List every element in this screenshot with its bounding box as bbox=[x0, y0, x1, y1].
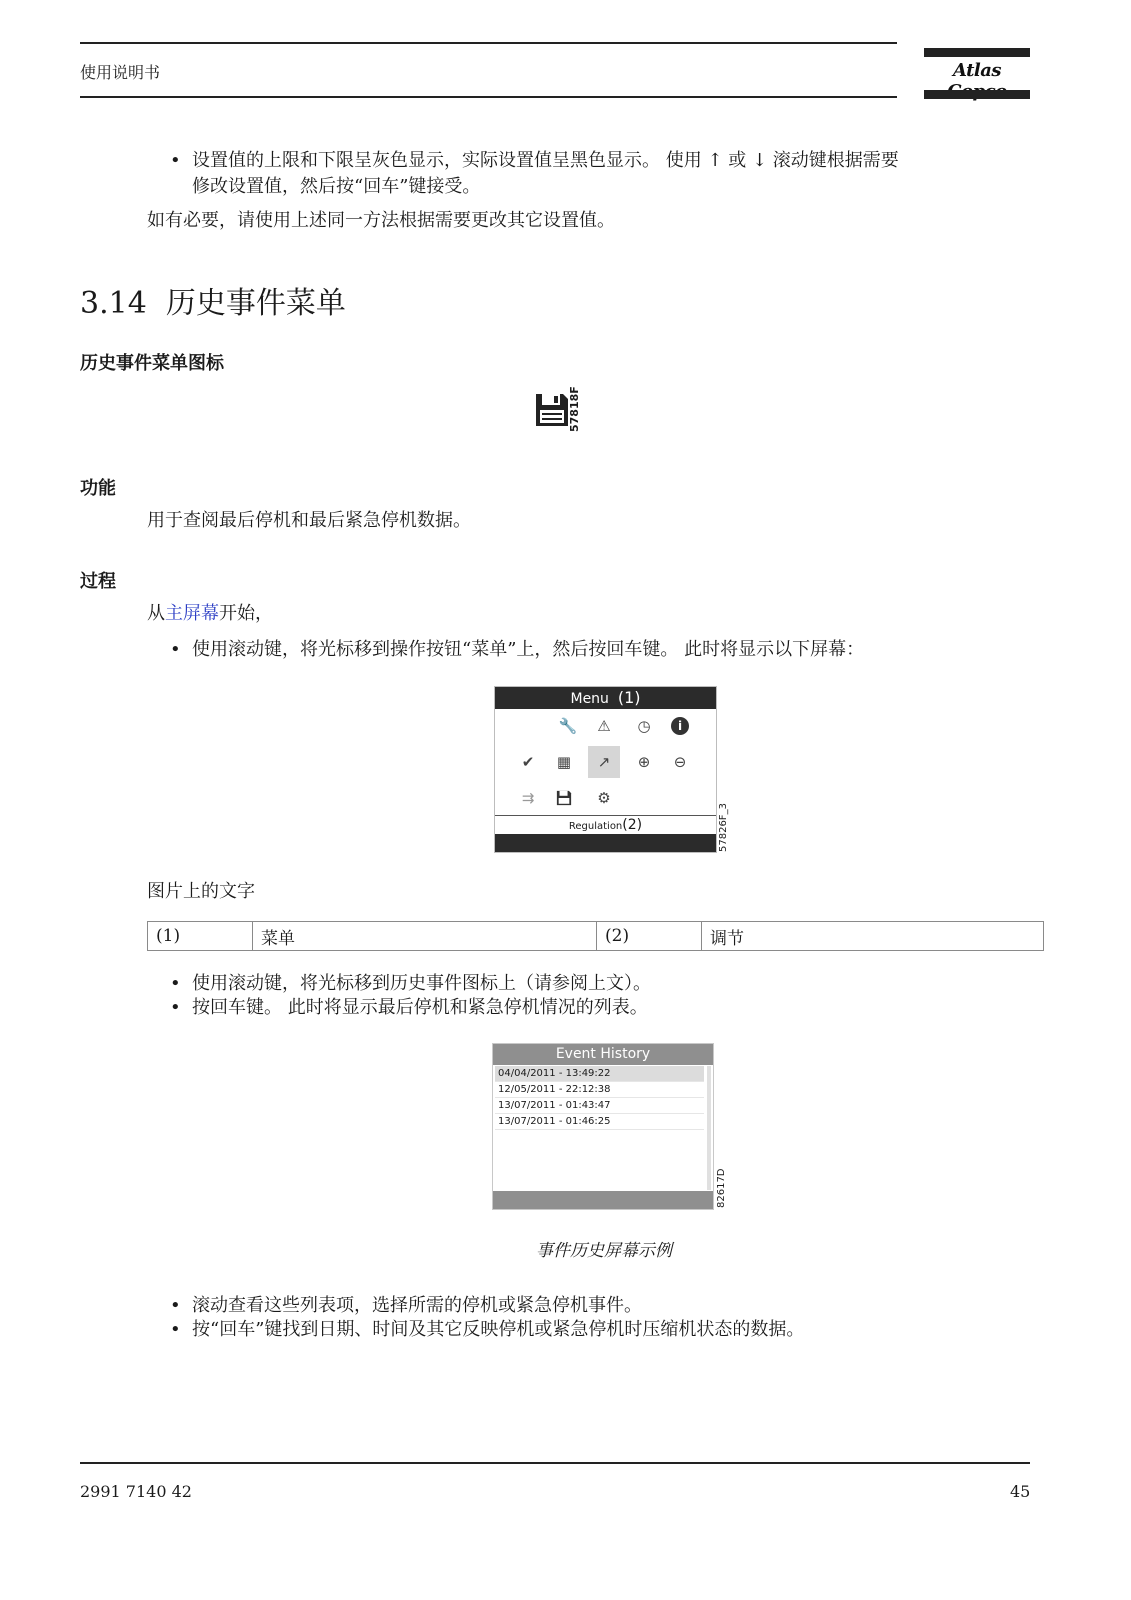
list-item: 04/04/2011 - 13:49:22 bbox=[495, 1066, 704, 1082]
home-screen-link[interactable]: 主屏幕 bbox=[165, 603, 219, 624]
caption-title: 图片上的文字 bbox=[147, 881, 255, 902]
table-row: (1) 菜单 (2) 调节 bbox=[148, 922, 1044, 951]
floppy-disk-icon bbox=[534, 392, 570, 428]
wrench-icon: 🔧 bbox=[558, 717, 578, 735]
floppy-disk-icon bbox=[553, 787, 575, 809]
service-icon: ⇉ bbox=[521, 789, 535, 807]
function-text: 用于查阅最后停机和最后紧急停机数据。 bbox=[147, 510, 471, 531]
step-1: • 使用滚动键，将光标移到历史事件图标上（请参阅上文）。 bbox=[170, 973, 651, 994]
header-top-rule bbox=[80, 42, 897, 44]
procedure-bullet: • 使用滚动键，将光标移到操作按钮“菜单”上，然后按回车键。 此时将显示以下屏幕： bbox=[170, 639, 865, 660]
procedure-heading: 过程 bbox=[80, 571, 116, 592]
intro-bullet: • 设置值的上限和下限呈灰色显示，实际设置值呈黑色显示。 使用 ↑ 或 ↓ 滚动键根据需要 修改设置值，然后按“回车”键接受。 bbox=[170, 150, 899, 197]
final-step-2: • 按“回车”键找到日期、时间及其它反映停机或紧急停机时压缩机状态的数据。 bbox=[170, 1319, 805, 1340]
regulation-label: Regulation(2) bbox=[568, 817, 643, 833]
menu-screen-image bbox=[494, 686, 717, 853]
event-image-code: 82617D bbox=[716, 1168, 727, 1208]
check-pen-icon: ✔ bbox=[521, 753, 535, 771]
clock-icon: ◷ bbox=[637, 717, 651, 735]
timer-icon: ▦ bbox=[556, 753, 572, 771]
input-icon: ⊕ bbox=[637, 753, 651, 771]
document-number: 2991 7140 42 bbox=[80, 1482, 192, 1501]
footer-rule bbox=[80, 1462, 1030, 1464]
document-title: 使用说明书 bbox=[80, 63, 161, 82]
procedure-start: 从主屏幕开始， bbox=[147, 603, 273, 624]
settings-icon: ⚙ bbox=[597, 789, 611, 807]
page-number: 45 bbox=[1010, 1482, 1031, 1501]
section-title: 3.14 历史事件菜单 bbox=[80, 286, 346, 321]
scrollbar bbox=[707, 1066, 711, 1190]
caption-table bbox=[147, 921, 1044, 951]
list-item: 12/05/2011 - 22:12:38 bbox=[495, 1082, 704, 1098]
header-bottom-rule bbox=[80, 96, 897, 98]
icon-heading: 历史事件菜单图标 bbox=[80, 353, 224, 374]
event-image-caption: 事件历史屏幕示例 bbox=[536, 1241, 672, 1261]
event-history-icon: ↗ bbox=[588, 746, 620, 778]
menu-image-code: 57826F_3 bbox=[718, 803, 729, 852]
output-icon: ⊖ bbox=[673, 753, 687, 771]
function-heading: 功能 bbox=[80, 478, 116, 499]
list-item: 13/07/2011 - 01:43:47 bbox=[495, 1098, 704, 1114]
warning-icon: ⚠ bbox=[597, 717, 611, 735]
event-history-image bbox=[492, 1043, 714, 1210]
list-item: 13/07/2011 - 01:46:25 bbox=[495, 1114, 704, 1130]
intro-paragraph: 如有必要，请使用上述同一方法根据需要更改其它设置值。 bbox=[147, 210, 615, 231]
menu-title-bar: Menu (1) bbox=[495, 687, 716, 709]
icon-code-label: 57818F bbox=[568, 386, 581, 432]
info-icon: i bbox=[669, 715, 691, 737]
step-2: • 按回车键。 此时将显示最后停机和紧急停机情况的列表。 bbox=[170, 997, 648, 1018]
event-history-title: Event History bbox=[493, 1044, 713, 1065]
final-step-1: • 滚动查看这些列表项，选择所需的停机或紧急停机事件。 bbox=[170, 1295, 642, 1316]
atlas-copco-logo: Atlas bbox=[924, 48, 1030, 100]
